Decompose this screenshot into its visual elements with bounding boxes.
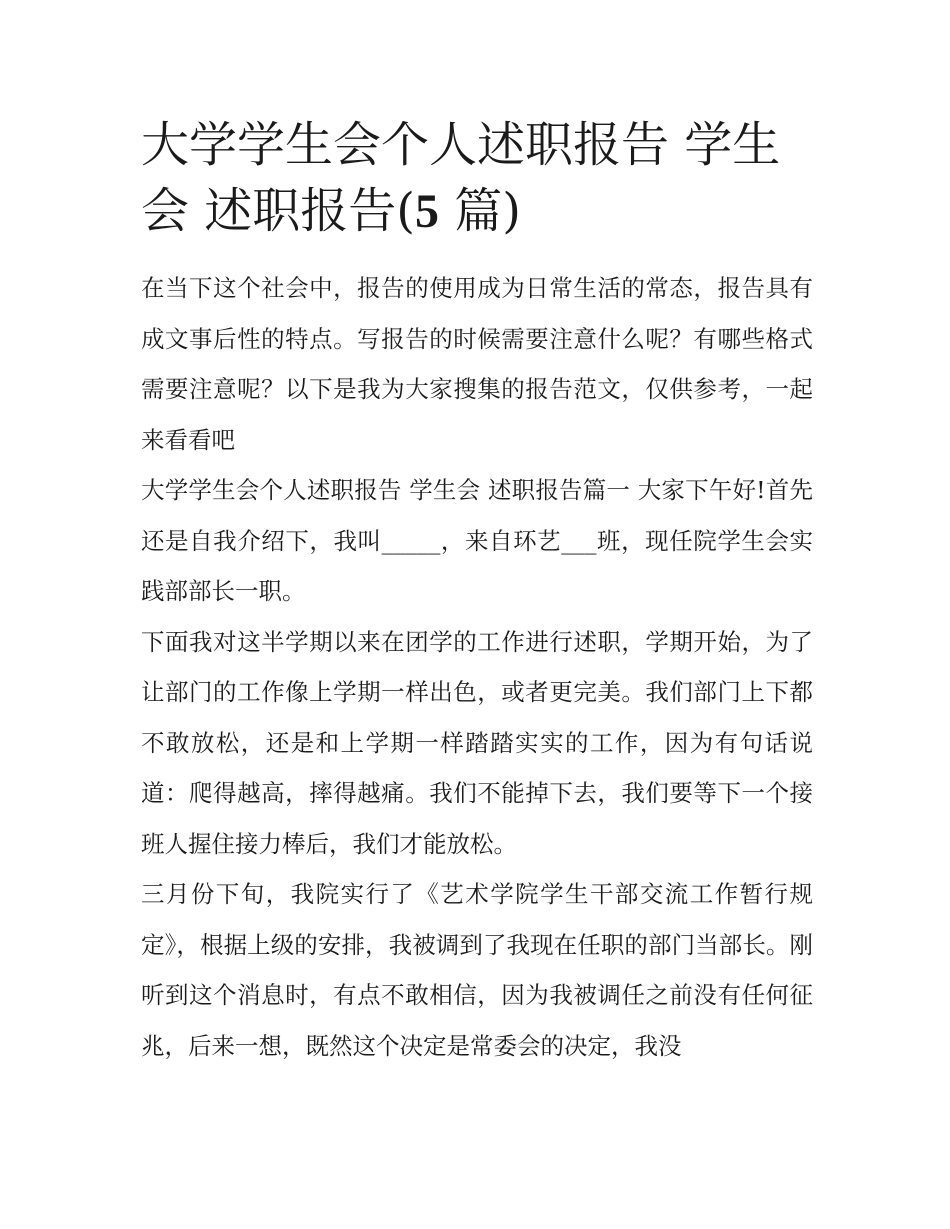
- title-suffix: 篇): [439, 183, 521, 239]
- paragraph-transfer: 三月份下旬，我院实行了《艺术学院学生干部交流工作暂行规定》，根据上级的安排，我被调到了我现在任职的部门当部长。刚听到这个消息时，有点不敢相信，因为我被调任之前没有任何征兆，后来一想，既然这个决定是常委会的决定，我没: [141, 880, 813, 1060]
- paragraph-work-review: 下面我对这半学期以来在团学的工作进行述职，学期开始，为了让部门的工作像上学期一样出色，或者更完美。我们部门上下都不敢放松，还是和上学期一样踏踏实实的工作，因为有句话说道：爬得越高，摔得越痛。我们不能掉下去，我们要等下一个接班人握住接力棒后，我们才能放松。: [141, 627, 813, 858]
- title-number: 5: [415, 185, 439, 238]
- paragraph-greeting: 大学学生会个人述职报告 学生会 述职报告篇一 大家下午好!首先还是自我介绍下，我叫_____，来自环艺___班，现任院学生会实践部部长一职。: [141, 476, 813, 605]
- document-body: [141, 112, 813, 1071]
- title-text: 大学学生会个人述职报告 学生会 述职报告(: [141, 117, 781, 239]
- document-title: [141, 112, 813, 245]
- paragraph-intro: 在当下这个社会中，报告的使用成为日常生活的常态，报告具有成文事后性的特点。写报告的时候需要注意什么呢？有哪些格式需要注意呢？以下是我为大家搜集的报告范文，仅供参考，一起来看看吧: [141, 274, 813, 454]
